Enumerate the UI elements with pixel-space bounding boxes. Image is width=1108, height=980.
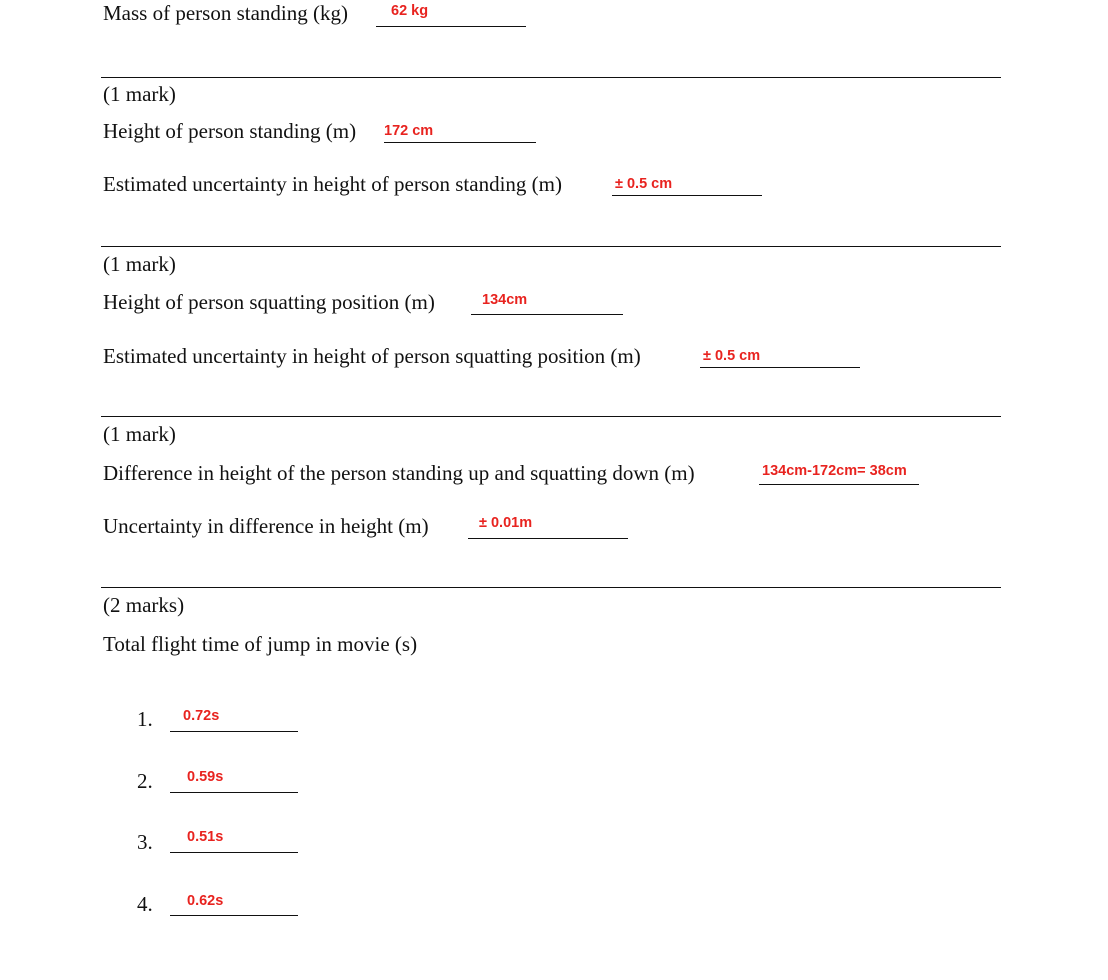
mark-label: (1 mark) [103, 82, 176, 106]
height-standing-label: Height of person standing (m) [103, 119, 357, 143]
difference-uncertainty-label: Uncertainty in difference in height (m) [103, 514, 429, 538]
section-divider [101, 77, 1001, 78]
difference-uncertainty-answer: ± 0.01m [479, 515, 533, 531]
mark-label: (1 mark) [103, 252, 176, 276]
flight-time-answer: 0.72s [183, 708, 220, 724]
mass-answer: 62 kg [391, 3, 429, 19]
height-difference-label: Difference in height of the person standing up and squatting down (m) [103, 461, 695, 485]
flight-time-answer: 0.62s [187, 893, 224, 909]
uncertainty-squatting-label: Estimated uncertainty in height of person squatting position (m) [103, 344, 641, 368]
list-number: 3. [137, 830, 153, 854]
section-divider [101, 416, 1001, 417]
section-divider [101, 246, 1001, 247]
flight-time-answer: 0.59s [187, 769, 224, 785]
mark-label: (2 marks) [103, 593, 185, 617]
section-divider [101, 587, 1001, 588]
height-standing-answer: 172 cm [384, 123, 434, 139]
list-number: 4. [137, 892, 153, 916]
mass-label: Mass of person standing (kg) [103, 1, 348, 25]
uncertainty-standing-answer: ± 0.5 cm [615, 176, 673, 192]
height-difference-answer: 134cm-172cm= 38cm [762, 463, 907, 479]
flight-time-label: Total flight time of jump in movie (s) [103, 632, 418, 656]
height-squatting-answer: 134cm [482, 292, 528, 308]
flight-time-answer: 0.51s [187, 829, 224, 845]
height-squatting-label: Height of person squatting position (m) [103, 290, 435, 314]
mark-label: (1 mark) [103, 422, 176, 446]
uncertainty-squatting-answer: ± 0.5 cm [703, 348, 761, 364]
uncertainty-standing-label: Estimated uncertainty in height of person standing (m) [103, 172, 562, 196]
list-number: 1. [137, 707, 153, 731]
list-number: 2. [137, 769, 153, 793]
